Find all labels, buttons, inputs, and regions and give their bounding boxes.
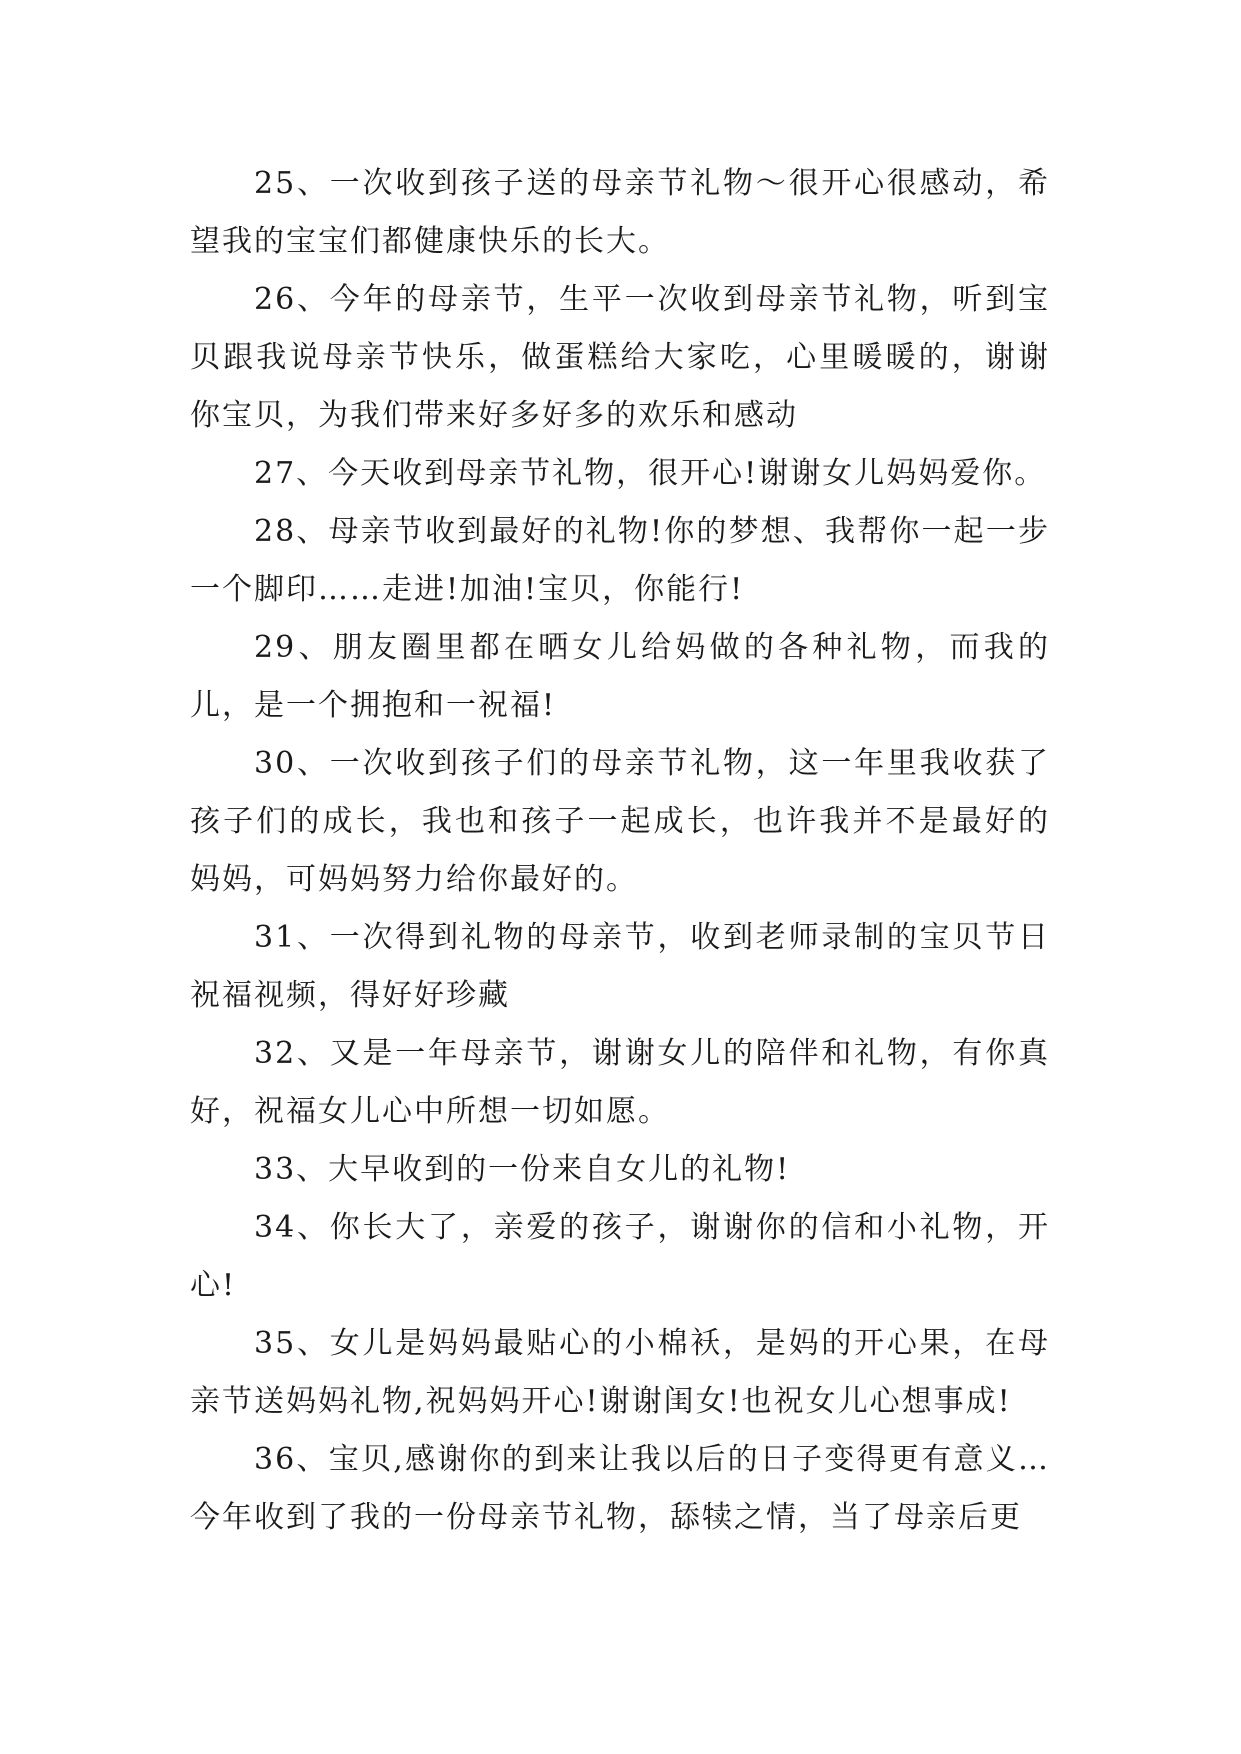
paragraph-26: 26、今年的母亲节，生平一次收到母亲节礼物，听到宝贝跟我说母亲节快乐，做蛋糕给大家吃，心里暖暖的，谢谢你宝贝，为我们带来好多好多的欢乐和感动: [190, 282, 1050, 433]
paragraph-28: 28、母亲节收到最好的礼物!你的梦想、我帮你一起一步一个脚印……走进!加油!宝贝，你能行!: [190, 514, 1050, 607]
paragraph-33: 33、大早收到的一份来自女儿的礼物!: [254, 1152, 791, 1187]
paragraph-36: 36、宝贝,感谢你的到来让我以后的日子变得更有意义…今年收到了我的一份母亲节礼物，舔犊之情，当了母亲后更: [190, 1442, 1050, 1535]
paragraph-29: 29、朋友圈里都在晒女儿给妈做的各种礼物，而我的儿，是一个拥抱和一祝福!: [190, 630, 1050, 723]
paragraph-25: 25、一次收到孩子送的母亲节礼物～很开心很感动，希望我的宝宝们都健康快乐的长大。: [190, 166, 1050, 259]
paragraph-32: 32、又是一年母亲节，谢谢女儿的陪伴和礼物，有你真好，祝福女儿心中所想一切如愿。: [190, 1036, 1050, 1129]
paragraph-34: 34、你长大了，亲爱的孩子，谢谢你的信和小礼物，开心!: [190, 1210, 1050, 1303]
paragraph-35: 35、女儿是妈妈最贴心的小棉袄，是妈的开心果，在母亲节送妈妈礼物,祝妈妈开心!谢谢闺女!也祝女儿心想事成!: [190, 1326, 1050, 1419]
paragraph-27: 27、今天收到母亲节礼物，很开心!谢谢女儿妈妈爱你。: [254, 456, 1047, 491]
paragraph-30: 30、一次收到孩子们的母亲节礼物，这一年里我收获了孩子们的成长，我也和孩子一起成长，也许我并不是最好的妈妈，可妈妈努力给你最好的。: [190, 746, 1050, 897]
document-body: [190, 155, 1050, 1547]
paragraph-31: 31、一次得到礼物的母亲节，收到老师录制的宝贝节日祝福视频，得好好珍藏: [190, 920, 1050, 1013]
